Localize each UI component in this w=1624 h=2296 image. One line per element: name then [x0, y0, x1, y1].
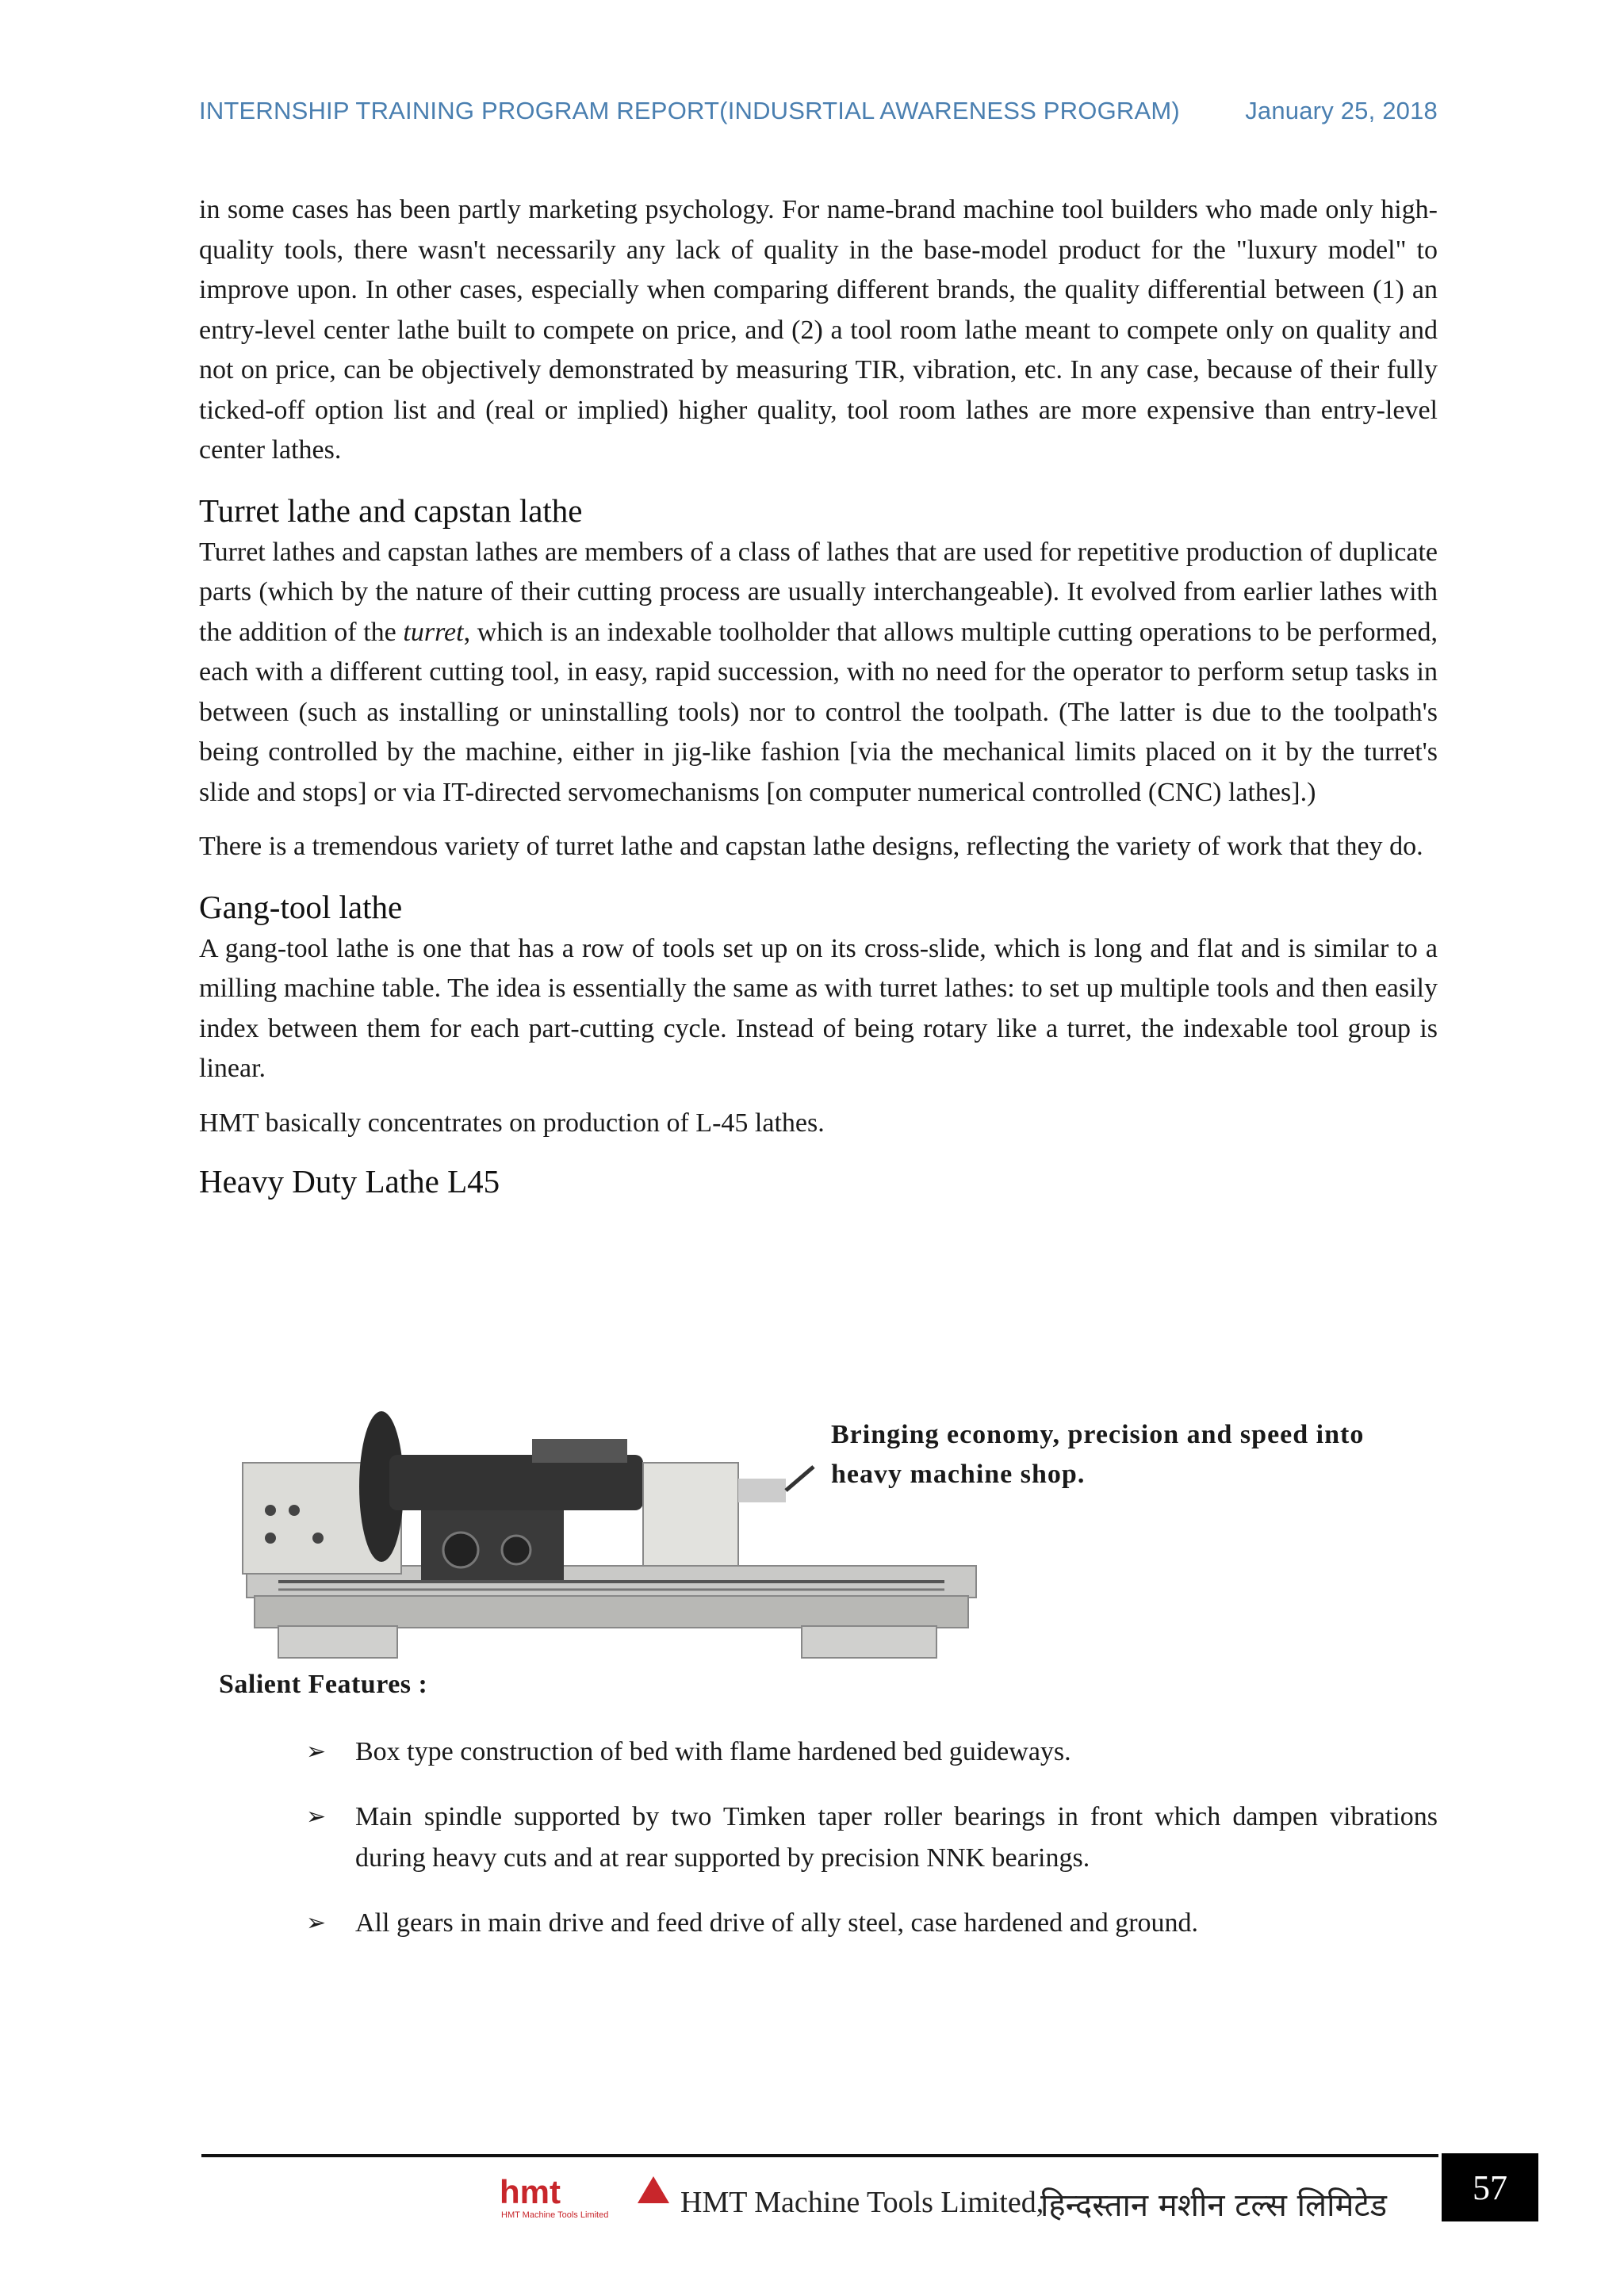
turret-italic-term: turret	[403, 617, 464, 647]
feature-text: Main spindle supported by two Timken taper roller bearings in front which dampen vibrations during heavy cuts and at rear supported by precision NNK bearings.	[355, 1802, 1438, 1873]
footer-company: HMT Machine Tools Limited,	[680, 2186, 1044, 2219]
gang-heading: Gang-tool lathe	[199, 888, 403, 925]
logo-wordmark: hmt	[500, 2173, 561, 2210]
turret-para1-end: , which is an indexable toolholder that allows multiple cutting operations to be performed, each with a different cutting tool, in easy, rapid succession, with no need for the operator to perform setup tasks in between (such as installing or uninstalling tools) nor to control the toolpath. (The latter is due to the toolpath's being controlled by the machine, either in jig-like fashion [via the mechanical limits placed on it by the turret's slide and stops] or via IT-directed servomechanisms [on computer numerical controlled (CNC) lathes].)	[199, 617, 1438, 807]
header-date: January 25, 2018	[1245, 97, 1438, 124]
footer-company-hindi: हिन्दस्तान मशीन टल्स लिमिटेड	[1040, 2187, 1387, 2224]
arrow-bullet-icon: ➢	[306, 1909, 327, 1937]
feature-text: Box type construction of bed with flame hardened bed guideways.	[355, 1737, 1071, 1766]
main-content	[199, 190, 1438, 1203]
gang-paragraph-1: A gang-tool lathe is one that has a row of tools set up on its cross-slide, which is long and flat and is similar to a milling machine table. The idea is essentially the same as with turret lathes: to set up multiple tools and then easily index between them for each part-cutting cycle. Instead of being rotary like a turret, the indexable tool group is linear.	[199, 933, 1438, 1083]
list-item	[306, 1903, 1438, 1944]
list-item	[306, 1797, 1438, 1879]
feature-text: All gears in main drive and feed drive of ally steel, case hardened and ground.	[355, 1908, 1199, 1938]
salient-features-label: Salient Features :	[219, 1670, 428, 1699]
turret-heading: Turret lathe and capstan lathe	[199, 492, 583, 529]
turret-paragraph-1	[199, 533, 1438, 813]
intro-paragraph: in some cases has been partly marketing psychology. For name-brand machine tool builders who made only high-quality tools, there wasn't necessarily any lack of quality in the base-model product for the "luxury model" to improve upon. In other cases, especially when comparing different brands, the quality differential between (1) an entry-level center lathe built to compete on price, and (2) a tool room lathe meant to compete only on quality and not on price, can be objectively demonstrated by measuring TIR, vibration, etc. In any case, because of their fully ticked-off option list and (real or implied) higher quality, tool room lathes are more expensive than entry-level center lathes.	[199, 195, 1438, 465]
product-tagline: Bringing economy, precision and speed into heavy machine shop.	[831, 1420, 1365, 1489]
page-number: 57	[1442, 2153, 1538, 2221]
arrow-bullet-icon: ➢	[306, 1738, 327, 1766]
header-title: INTERNSHIP TRAINING PROGRAM REPORT(INDUSRTIAL AWARENESS PROGRAM)	[199, 97, 1180, 124]
heavy-duty-heading: Heavy Duty Lathe L45	[199, 1163, 500, 1200]
lathe-figure-row	[199, 1391, 1438, 1673]
arrow-bullet-icon: ➢	[306, 1803, 327, 1831]
footer-rule	[201, 2154, 1438, 2157]
feature-list	[306, 1732, 1438, 1968]
hmt-logo-icon	[498, 2173, 682, 2221]
list-item	[306, 1732, 1438, 1773]
gang-paragraph-2: HMT basically concentrates on production of L-45 lathes.	[199, 1108, 825, 1138]
turret-para1-start: Turret lathes and capstan lathes are members of a class of lathes that are used for repetitive production of duplicate parts (which by the nature of their cutting process are usually interchangeable). It evolved from earlier lathes with the addition of the	[199, 537, 1438, 647]
turret-paragraph-2: There is a tremendous variety of turret lathe and capstan lathe designs, reflecting the variety of work that they do.	[199, 832, 1423, 861]
logo-caption: HMT Machine Tools Limited	[501, 2210, 609, 2220]
